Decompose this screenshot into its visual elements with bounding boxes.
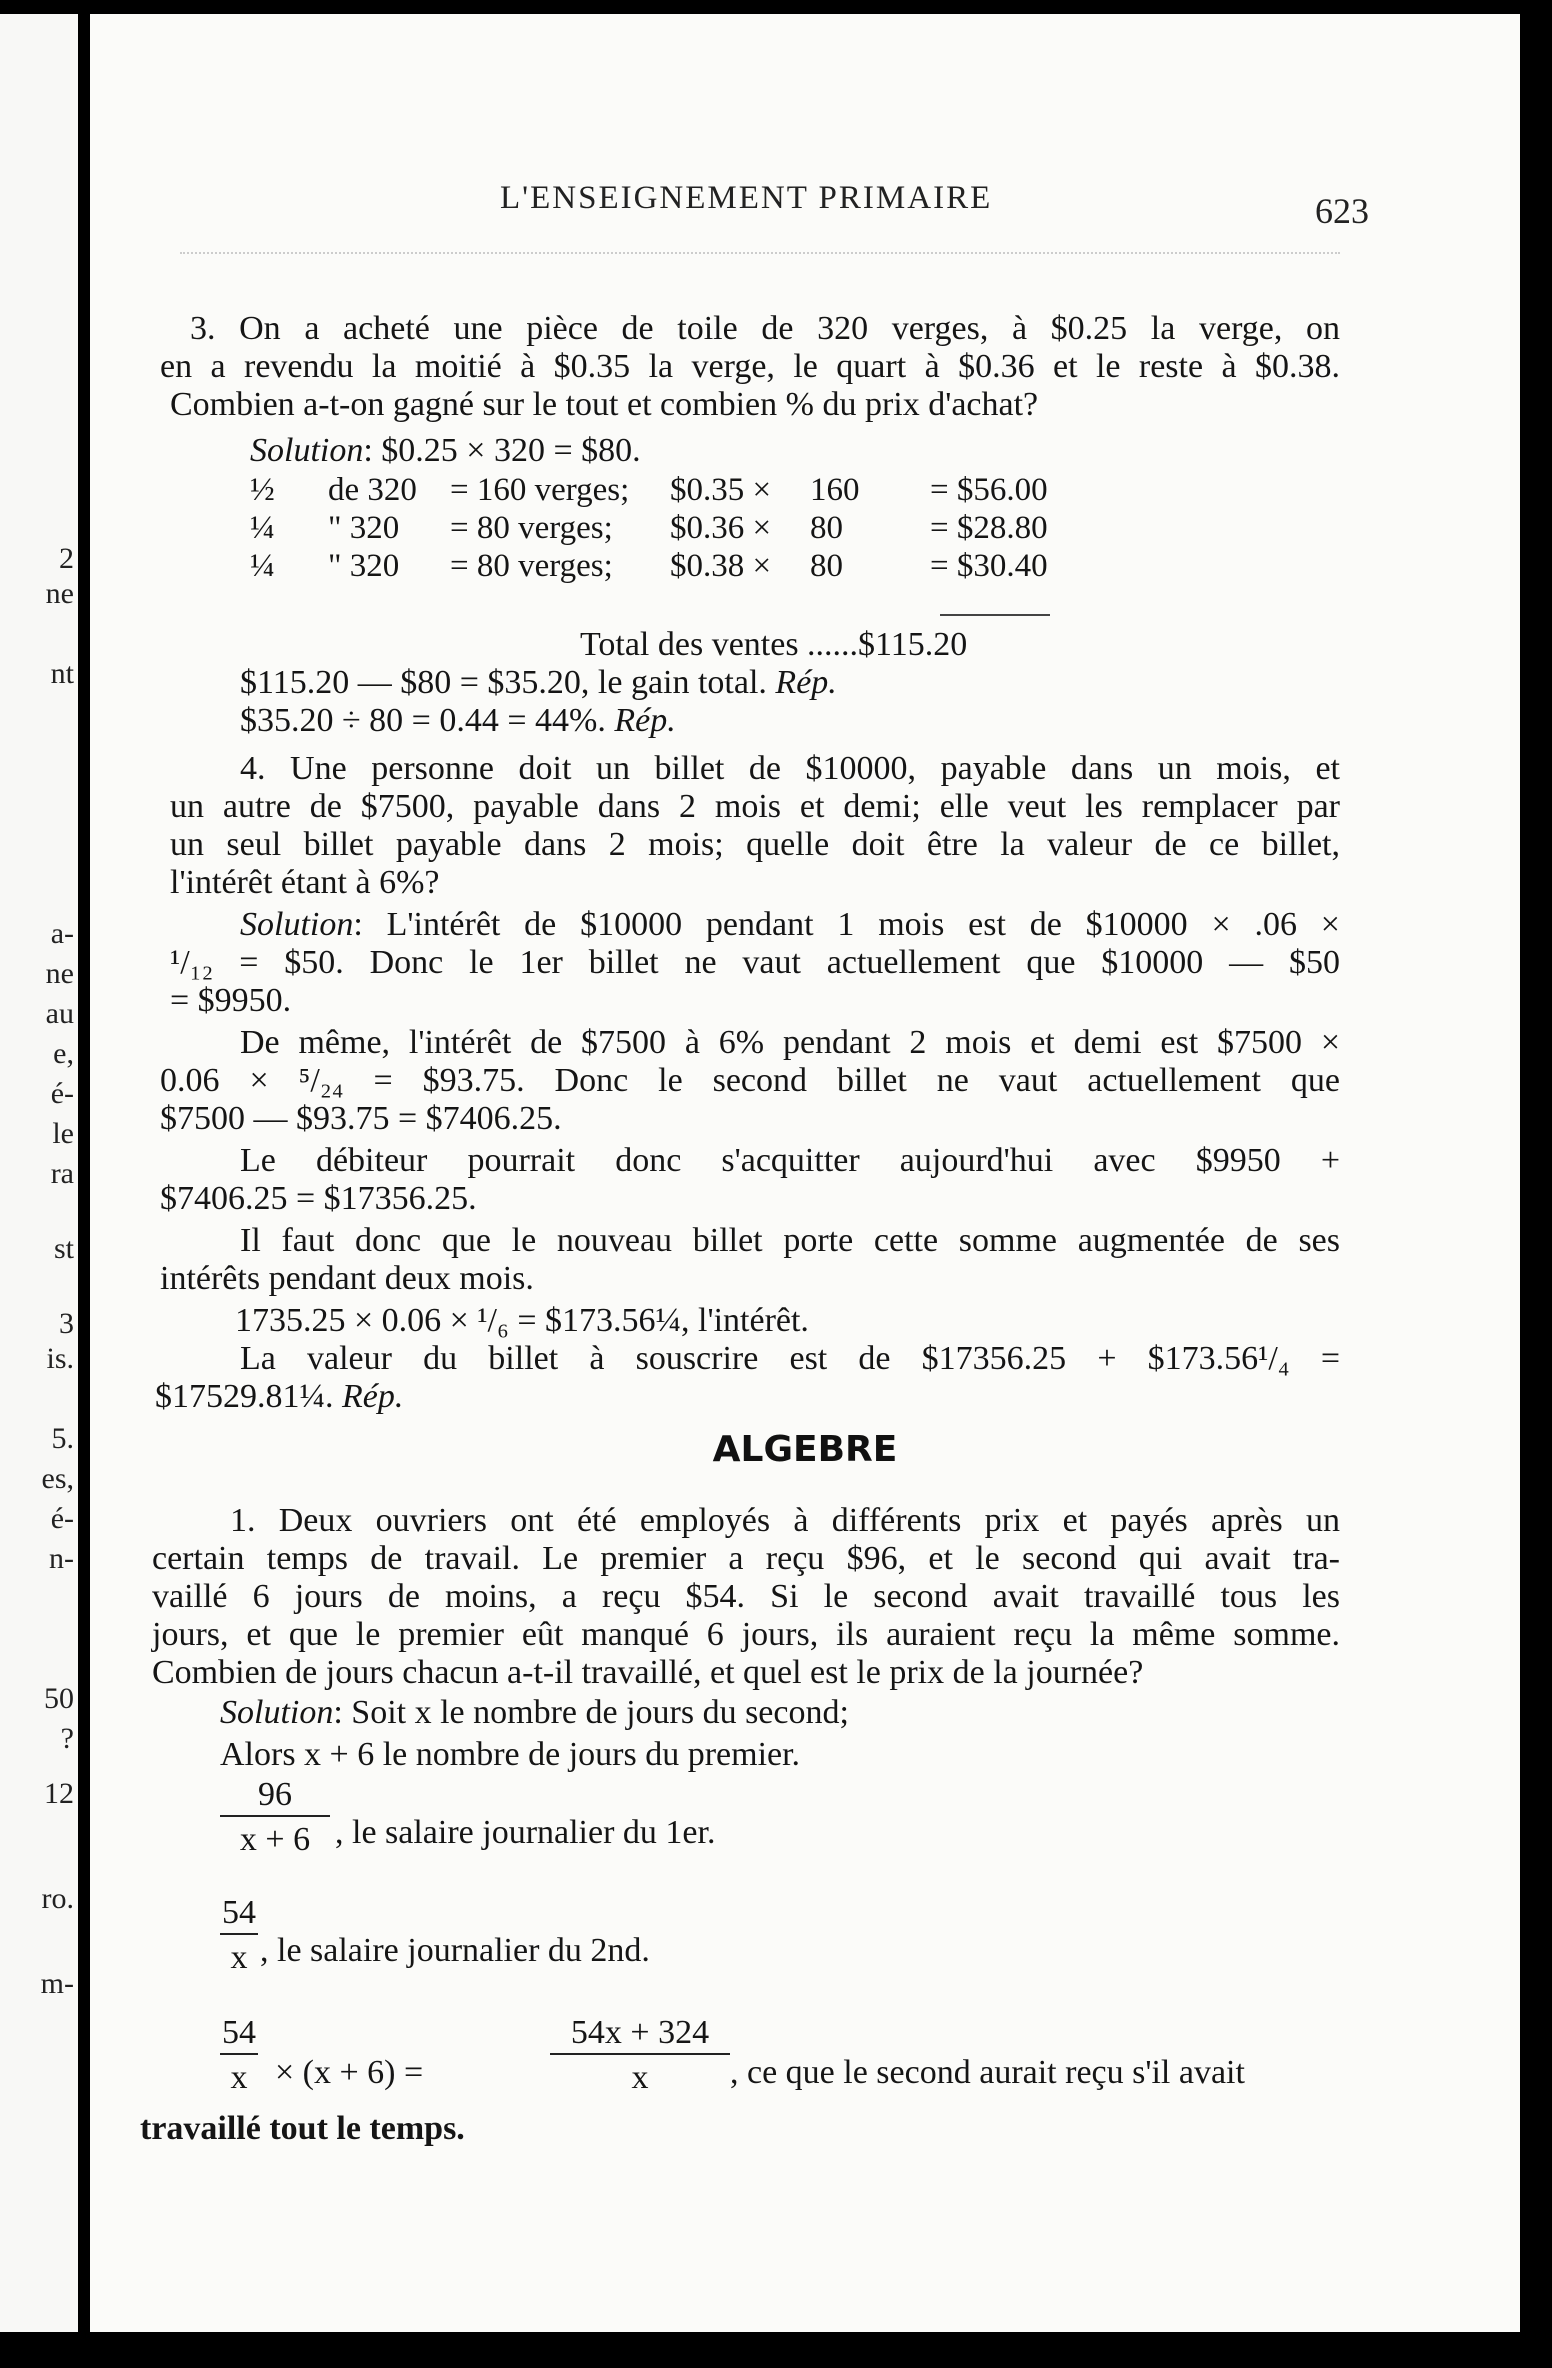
sales-table-cell: = 160 verges; (450, 472, 630, 508)
sales-table-cell: 80 (810, 548, 843, 584)
sales-table-cell: ½ (250, 472, 275, 508)
total-sales: Total des ventes ......$115.20 (580, 626, 968, 663)
margin-fragment: ? (60, 1722, 74, 1755)
problem-4-line-2: un autre de $7500, payable dans 2 mois et demi; elle veut les remplacer par (170, 788, 1340, 825)
sales-table-cell: = 80 verges; (450, 548, 613, 584)
algebra-line-2: certain temps de travail. Le premier a reçu $96, et le second qui avait tra- (152, 1540, 1340, 1577)
sales-table-cell: ¼ (250, 510, 275, 546)
sales-table-cell: = $28.80 (930, 510, 1048, 546)
algebra-line-1: 1. Deux ouvriers ont été employés à différents prix et payés après un (230, 1502, 1340, 1539)
margin-fragment: es, (41, 1462, 74, 1495)
algebra-line-5: Combien de jours chacun a-t-il travaillé, et quel est le prix de la journée? (152, 1654, 1144, 1691)
margin-fragment: 5. (51, 1422, 74, 1455)
fraction-96 (220, 1776, 330, 1859)
p4-solution-line-1 (240, 906, 1340, 943)
margin-fragment: m- (40, 1967, 74, 2000)
margin-fragment: 12 (44, 1777, 74, 1810)
fraction-bar (220, 1815, 330, 1817)
frac3-mid: × (x + 6) = (275, 2054, 424, 2091)
problem-4-line-3: un seul billet payable dans 2 mois; quelle doit être la valeur de ce billet, (170, 826, 1340, 863)
p4-solution-line-6: $7500 — $93.75 = $7406.25. (160, 1100, 562, 1137)
algebra-alors: Alors x + 6 le nombre de jours du premier. (220, 1736, 801, 1773)
frac1-text: , le salaire journalier du 1er. (335, 1814, 716, 1851)
problem-3-solution (250, 432, 1430, 469)
fraction-bar (220, 1933, 258, 1935)
p4-solution-line-10: intérêts pendant deux mois. (160, 1260, 534, 1297)
p4-solution-line-7: Le débiteur pourrait donc s'acquitter aujourd'hui avec $9950 + (240, 1142, 1340, 1179)
margin-fragment: le (52, 1117, 74, 1150)
solution-label: Solution (240, 906, 354, 943)
problem-3-line-2: en a revendu la moitié à $0.35 la verge, le quart à $0.36 et le reste à $0.38. (160, 348, 1340, 385)
margin-fragment: é- (50, 1502, 74, 1535)
sales-table-cell: = $30.40 (930, 548, 1048, 584)
p4-solution-line-13 (155, 1378, 1335, 1415)
sales-table-cell: $0.36 × (670, 510, 772, 546)
margin-fragment: ro. (41, 1882, 74, 1915)
margin-fragment: 2 (59, 542, 74, 575)
problem-4-line-1: 4. Une personne doit un billet de $10000, payable dans un mois, et (240, 750, 1340, 787)
left-page-edge (0, 14, 78, 2332)
p4-text: $17529.81¼. (155, 1378, 334, 1415)
problem-3-line-1: 3. On a acheté une pièce de toile de 320 verges, à $0.25 la verge, on (190, 310, 1340, 347)
algebra-line-3: vaillé 6 jours de moins, a reçu $54. Si le second avait travaillé tous les (152, 1578, 1340, 1615)
p4-solution-line-3: = $9950. (170, 982, 292, 1019)
fraction-bar (220, 2053, 258, 2055)
margin-fragment: ne (45, 957, 74, 990)
p4-solution-line-8: $7406.25 = $17356.25. (160, 1180, 477, 1217)
p4-solution-line-12: La valeur du billet à souscrire est de $17356.25 + $173.56¹/₄ = (240, 1340, 1340, 1377)
margin-fragment: st (53, 1232, 74, 1265)
problem-3-line-3: Combien a-t-on gagné sur le tout et combien % du prix d'achat? (170, 386, 1039, 423)
p4-solution-line-2: ¹/₁₂ = $50. Donc le 1er billet ne vaut actuellement que $10000 — $50 (170, 944, 1340, 981)
numerator: 96 (258, 1776, 292, 1813)
sales-table-cell: 80 (810, 510, 843, 546)
gain-text: $115.20 — $80 = $35.20, le gain total. (240, 664, 767, 701)
margin-fragment: a- (50, 917, 74, 950)
percent-line (240, 702, 1420, 739)
algebra-solution (220, 1694, 1400, 1731)
sales-table-cell: = 80 verges; (450, 510, 613, 546)
denominator: x (631, 2059, 649, 2097)
margin-fragment: nt (50, 657, 74, 690)
problem-4-line-4: l'intérêt étant à 6%? (170, 864, 440, 901)
page-number: 623 (1315, 191, 1369, 231)
sales-table-cell: " 320 (328, 548, 400, 584)
frac3-text: , ce que le second aurait reçu s'il avait (730, 2054, 1245, 2091)
p4-solution-line-11: 1735.25 × 0.06 × ¹/₆ = $173.56¼, l'intérêt. (235, 1302, 809, 1339)
sales-table-cell: = $56.00 (930, 472, 1048, 508)
margin-fragment: n- (49, 1542, 74, 1575)
percent-text: $35.20 ÷ 80 = 0.44 = 44%. (240, 702, 606, 739)
margin-fragment: ne (45, 577, 74, 610)
header-rule (180, 252, 1340, 254)
p4-solution-line-4: De même, l'intérêt de $7500 à 6% pendant 2 mois et demi est $7500 × (240, 1024, 1340, 1061)
denominator: x + 6 (239, 1821, 311, 1859)
margin-fragment: e, (53, 1037, 74, 1070)
algebra-line-4: jours, et que le premier eût manqué 6 jours, ils auraient reçu la même somme. (152, 1616, 1340, 1653)
fraction-54-second (220, 2014, 258, 2097)
p4-solution-line-9: Il faut donc que le nouveau billet porte cette somme augmentée de ses (240, 1222, 1340, 1259)
numerator: 54 (222, 2014, 256, 2051)
sales-table-cell: ¼ (250, 548, 275, 584)
gain-line (240, 664, 1420, 701)
margin-fragment: ra (50, 1157, 74, 1190)
sales-table-cell: $0.38 × (670, 548, 772, 584)
fraction-54x-324 (550, 2014, 730, 2097)
frac2-text: , le salaire journalier du 2nd. (260, 1932, 650, 1969)
sales-table-cell: $0.35 × (670, 472, 772, 508)
sum-rule (940, 614, 1050, 616)
running-head: L'ENSEIGNEMENT PRIMAIRE (500, 180, 993, 216)
numerator: 54 (222, 1894, 256, 1931)
margin-fragment: is. (46, 1342, 74, 1375)
algebra-solution-text: : Soit x le nombre de jours du second; (333, 1694, 849, 1731)
rep-label: Rép. (342, 1378, 404, 1415)
rep-label: Rép. (775, 664, 837, 701)
denominator: x (230, 2059, 248, 2097)
denominator: x (230, 1939, 248, 1977)
sales-table-cell: 160 (810, 472, 860, 508)
solution-label: Solution (250, 432, 364, 469)
solution-first-line: : $0.25 × 320 = $80. (363, 432, 641, 469)
margin-fragment: au (45, 997, 74, 1030)
sales-table-cell: " 320 (328, 510, 400, 546)
algebra-last-line: travaillé tout le temps. (140, 2110, 465, 2147)
fraction-bar (550, 2053, 730, 2055)
page (90, 14, 1520, 2332)
numerator: 54x + 324 (570, 2014, 710, 2051)
sales-table-cell: de 320 (328, 472, 417, 508)
section-title: ALGEBRE (712, 1429, 898, 1470)
fraction-54 (220, 1894, 258, 1977)
p4-solution-line-5: 0.06 × ⁵/₂₄ = $93.75. Donc le second billet ne vaut actuellement que (160, 1062, 1340, 1099)
solution-label: Solution (220, 1694, 334, 1731)
rep-label: Rép. (614, 702, 676, 739)
margin-fragment: é- (50, 1077, 74, 1110)
margin-fragment: 50 (44, 1682, 74, 1715)
p4-text: : L'intérêt de $10000 pendant 1 mois est de $10000 × .06 × (353, 906, 1340, 943)
margin-fragment: 3 (59, 1307, 74, 1340)
